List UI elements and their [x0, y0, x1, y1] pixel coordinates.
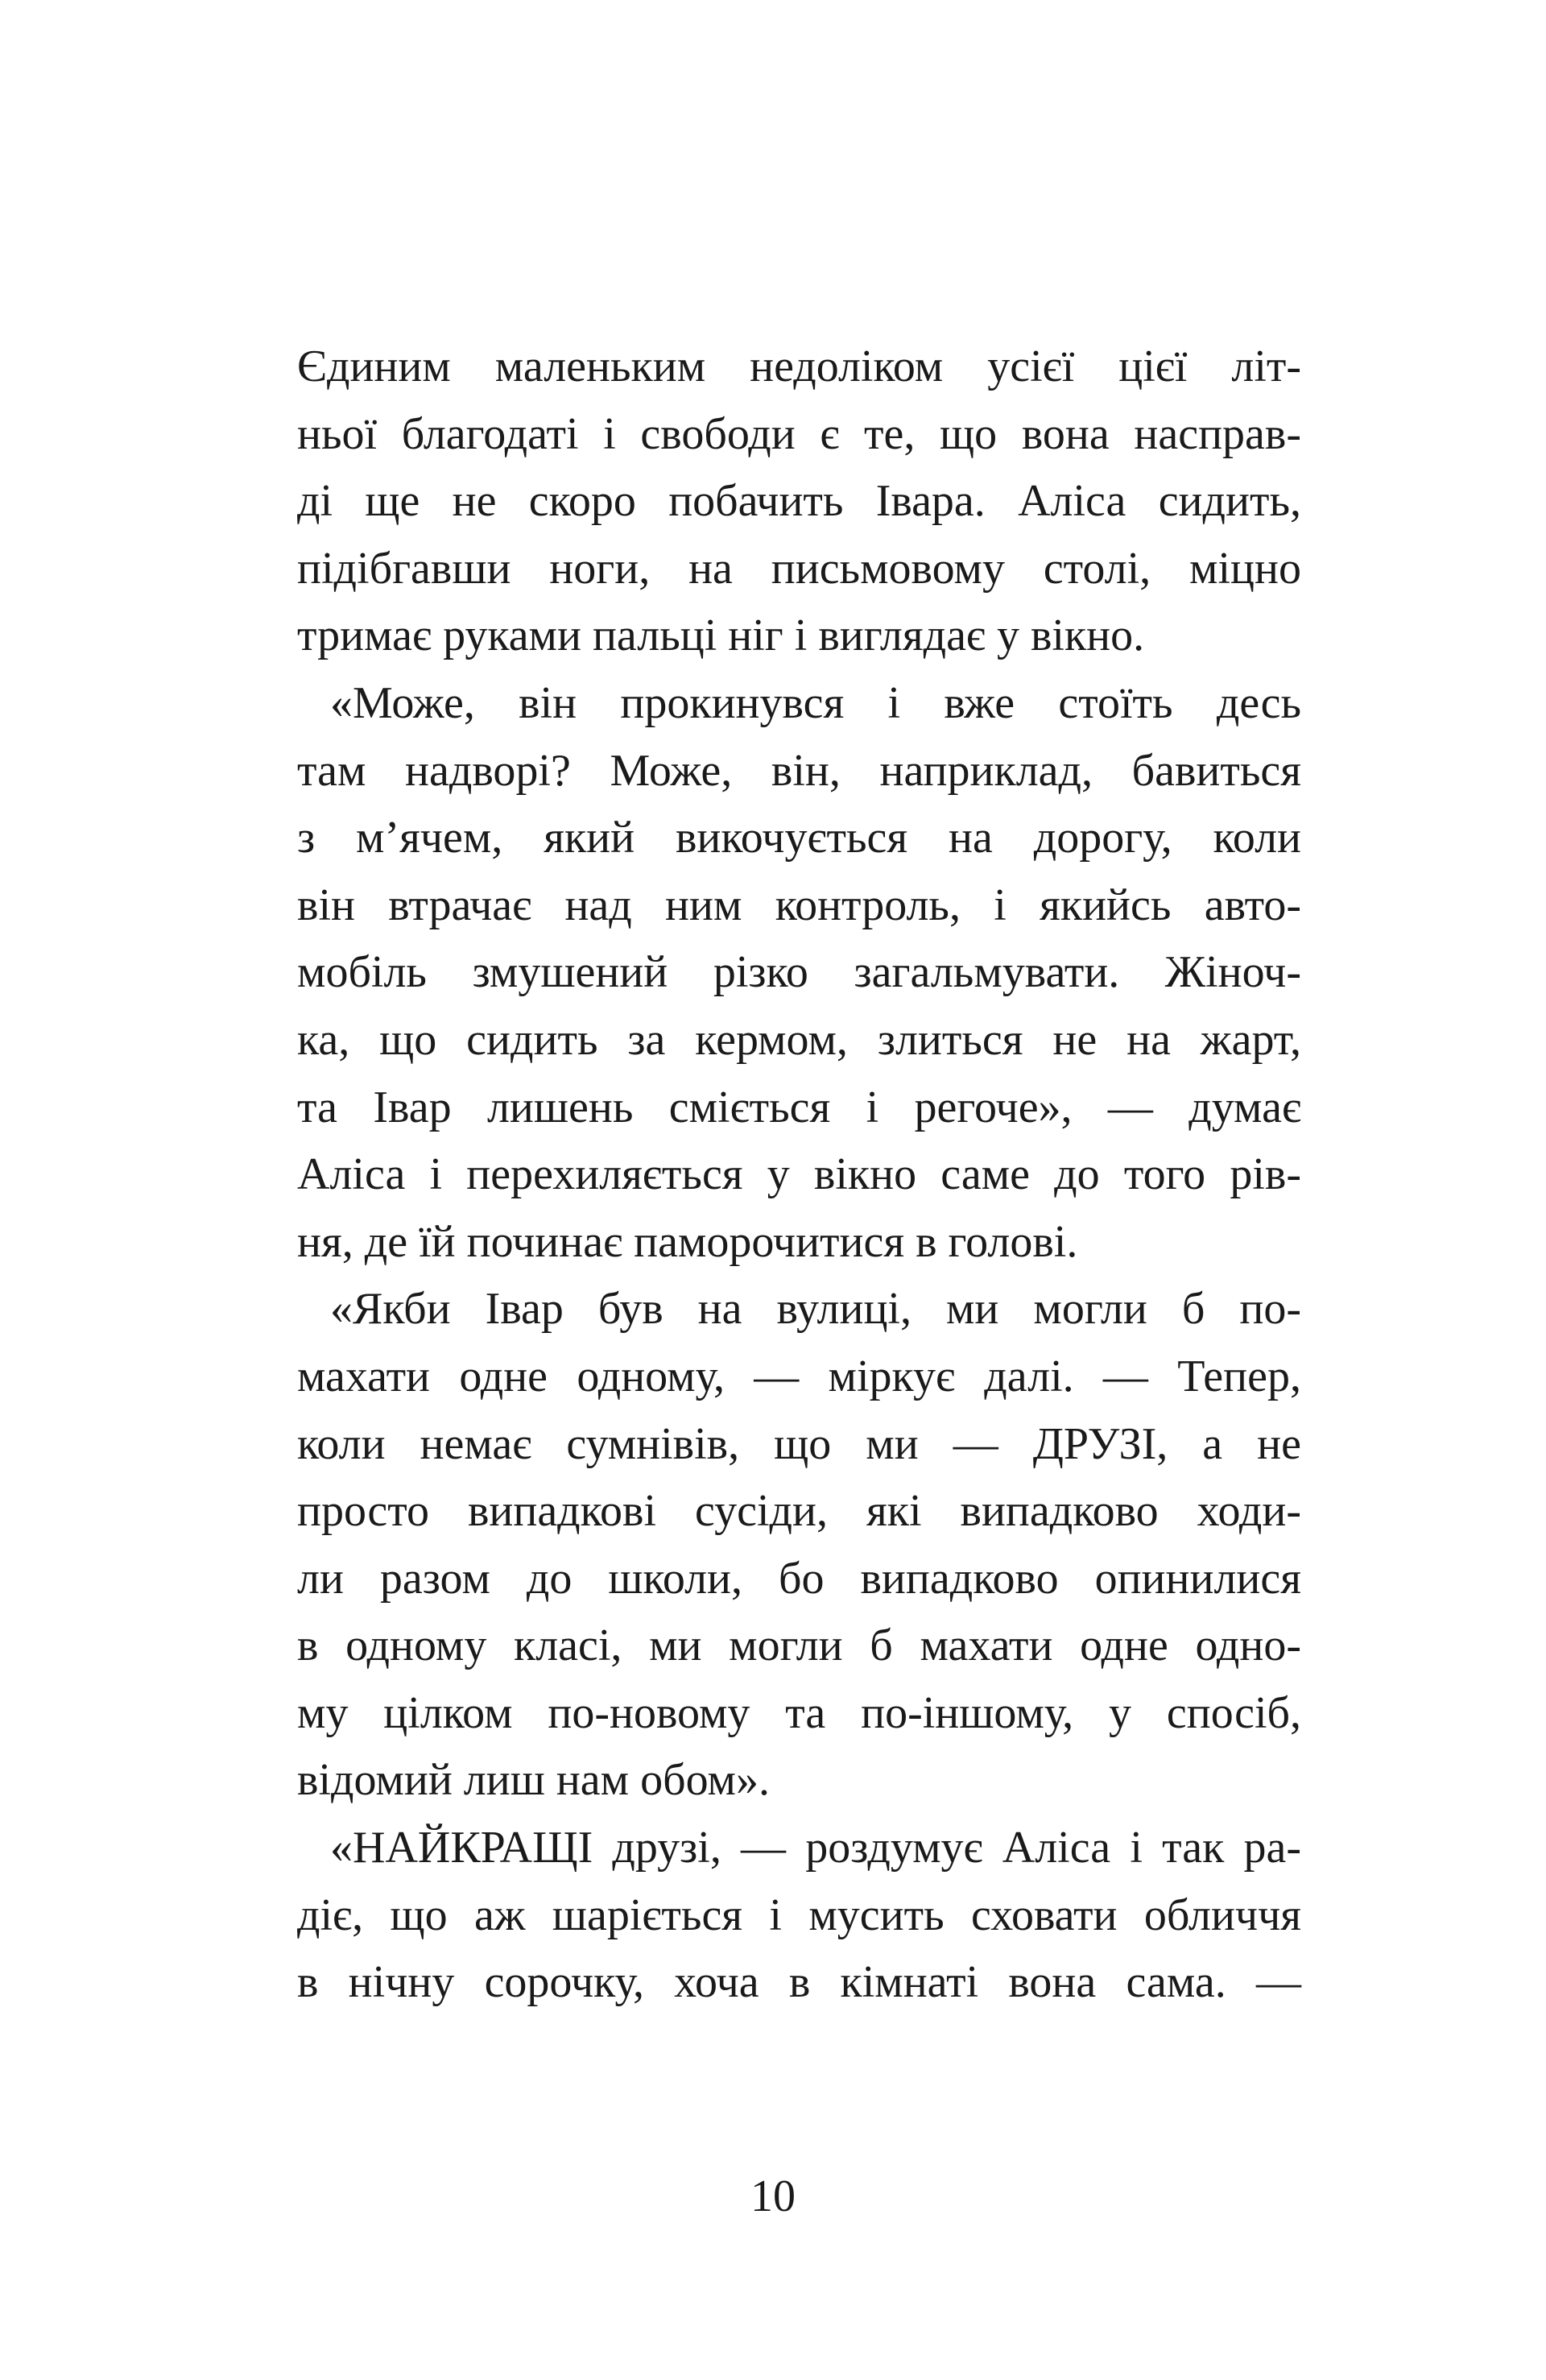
- text-line: Єдиним маленьким недоліком усієї цієї літ-: [297, 341, 1301, 391]
- text-line: му цілком по-новому та по-іншому, у спосіб,: [297, 1687, 1301, 1738]
- text-line: «Може, він прокинувся і вже стоїть десь: [330, 677, 1301, 728]
- text-line: махати одне одному, — міркує далі. — Тепер,: [297, 1351, 1301, 1401]
- text-line: просто випадкові сусіди, які випадково ходи-: [297, 1486, 1301, 1537]
- text-line: ли разом до школи, бо випадково опинилися: [297, 1553, 1301, 1604]
- text-line: тримає руками пальці ніг і виглядає у вікно.: [297, 611, 1145, 661]
- text-line: з м’ячем, який викочується на дорогу, коли: [297, 813, 1301, 863]
- text-line: та Івар лишень сміється і регоче», — думає: [297, 1082, 1301, 1132]
- text-line: мобіль змушений різко загальмувати. Жіноч-: [297, 947, 1301, 998]
- text-line: там надворі? Може, він, наприклад, бавиться: [297, 745, 1301, 796]
- text-line: Аліса і перехиляється у вікно саме до того рів-: [297, 1149, 1301, 1200]
- text-line: «НАЙКРАЩІ друзі, — роздумує Аліса і так ра-: [330, 1823, 1301, 1873]
- text-line: відомий лиш нам обом».: [297, 1755, 770, 1806]
- text-line: ньої благодаті і свободи є те, що вона насправ-: [297, 408, 1301, 459]
- text-line: діє, що аж шаріється і мусить сховати обличчя: [297, 1890, 1301, 1940]
- text-line: ді ще не скоро побачить Івара. Аліса сидить,: [297, 476, 1301, 527]
- text-line: в одному класі, ми могли б махати одне одно-: [297, 1620, 1301, 1671]
- text-line: коли немає сумнівів, що ми — ДРУЗІ, а не: [297, 1418, 1301, 1469]
- text-line: підібгавши ноги, на письмовому столі, міцно: [297, 543, 1301, 594]
- text-line: в нічну сорочку, хоча в кімнаті вона сама. —: [297, 1957, 1301, 2008]
- text-line: він втрачає над ним контроль, і якийсь авто-: [297, 880, 1301, 930]
- page-number: 10: [750, 2171, 796, 2221]
- text-line: ка, що сидить за кермом, злиться не на жарт,: [297, 1014, 1301, 1065]
- body-text: [297, 333, 1301, 2017]
- text-line: ня, де їй починає паморочитися в голові.: [297, 1216, 1078, 1267]
- text-line: «Якби Івар був на вулиці, ми могли б по-: [330, 1284, 1301, 1335]
